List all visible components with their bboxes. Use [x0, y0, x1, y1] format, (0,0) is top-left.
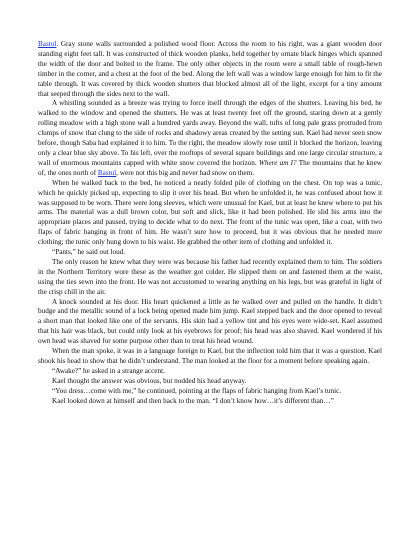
paragraph: [38, 377, 382, 387]
paragraph: [38, 397, 382, 407]
place-link[interactable]: Bastul: [38, 40, 57, 48]
paragraph: [38, 258, 382, 298]
paragraph: [38, 40, 382, 99]
text-run: Kael looked down at himself and then back to the man. “I don’t know how…it’s different than…”: [52, 396, 334, 405]
paragraph: [38, 248, 382, 258]
paragraph: [38, 99, 382, 178]
paragraph: [38, 367, 382, 377]
text-run: , were not this big and never had snow on them.: [116, 168, 254, 177]
text-run: “Awake?” he asked in a strange accent.: [52, 366, 165, 375]
paragraph: [38, 298, 382, 348]
text-run: “You dress…come with me,” he continued, pointing at the flaps of fabric hanging from Kael’s tunic.: [52, 386, 342, 395]
italic-thought: Where am I?: [258, 158, 297, 167]
body-text: [38, 40, 382, 407]
text-run: When the man spoke, it was in a language foreign to Kael, but the inflection told him that it was a question. Kael shook his head to show that he didn’t understand. The man looked at the floor for a moment before speaking again.: [38, 347, 382, 365]
text-run: “Pants,” he said out loud.: [52, 248, 126, 257]
place-link[interactable]: Bastul: [97, 168, 117, 177]
paragraph: [38, 179, 382, 248]
text-run: A knock sounded at his door. His heart quickened a little as he walked over and pulled on the handle. It didn’t budge and the metallic sound of a lock being opened made him jump. Kael stepped back and the door opened to reveal a short man that looked like one of the servants. His skin had a yellow tint and his eyes were wide-set. Kael assumed that his hair was black, but could only look at his eyebrows for proof; his head was also shaved. Kael wondered if his own head was shaved for some purpose other than to treat his head wound.: [38, 297, 382, 346]
text-run: A whistling sounded as a breeze was trying to force itself through the edges of the shutters. Leaving his bed, he walked to the window and opened the shutters. He was at least twenty feet off the ground, staring down at a gently rolling meadow with a high stone wall a hundred yards away. Beyond the wall, tufts of long pale grass protruded from clumps of snow that clung to the side of rocks and shadowy areas created by the setting sun. Kael had never seen snow before, though Saba had explained it to him. To the right, the meadow slowly rose until it blocked the horizon, leaving only a clear blue sky above. To his left, over the rooftops of several square buildings and one large circular structure, a wall of enormous mountains capped with white snow covered the horizon.: [38, 99, 382, 167]
text-run: Kael thought the answer was obvious, but nodded his head anyway.: [52, 376, 247, 385]
text-run: The only reason he knew what they were was because his father had recently explained them to him. The soldiers in the Northern Territory wore these as the weather got colder. He slipped them on and fastened them at the waist, using the ties sewn into the front. He was not accustomed to wearing anything on his legs, but was grateful in light of the crisp chill in the air.: [38, 257, 382, 296]
text-run: . Gray stone walls surrounded a polished wood floor. Across the room to his right, was a giant wooden door standing eight feet tall. It was constructed of thick wooden planks, held together by ornate black hinges which spanned the width of the door and bolted to the frame. The only other objects in the room were a small table of rough-hewn timber in the corner, and a chest at the foot of the bed. Along the left wall was a window large enough for him to fit the table through. It was covered by thick wooden shutters that blocked almost all of the light, except for a tiny amount that seeped through the sides next to the wall.: [38, 40, 382, 98]
paragraph: [38, 347, 382, 367]
text-run: When he walked back to the bed, he noticed a neatly folded pile of clothing on the chest. On top was a tunic, which he quickly picked up, expecting to slip it over his head. But when he unfolded it, he was confused about how it was supposed to be worn. There were long sleeves, which were unusual for Kael, but at least he knew where to put his arms. The material was a dull brown color, but soft and slick, like it had been polished. He slid his arms into the appropriate places and paused, trying to decide what to do next. The front of the tunic was open, like a coat, with two flaps of fabric hanging in front of him. He wasn’t sure how to proceed, but it was obvious that he needed more clothing; the tunic only hung down to his waist. He grabbed the other item of clothing and unfolded it.: [38, 178, 382, 247]
paragraph: [38, 387, 382, 397]
text-run: The mountains that he knew of, the ones north of: [38, 158, 382, 177]
